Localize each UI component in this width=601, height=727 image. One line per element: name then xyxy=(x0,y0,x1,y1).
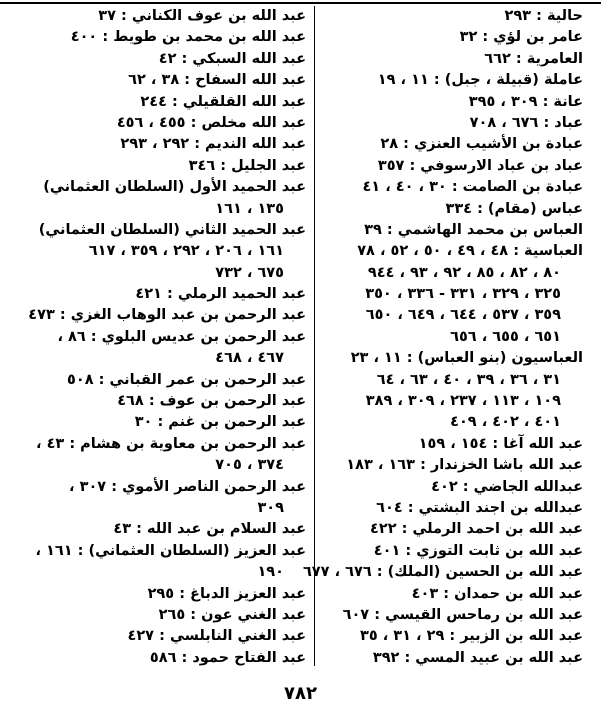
index-entry: عبد الجليل : ٣٤٦ xyxy=(188,157,306,174)
index-entry: عبد الرحمن بن غنم : ٣٠ xyxy=(134,414,306,431)
index-entry: ٣٧٤ ، ٧٠٥ xyxy=(215,457,284,474)
index-entry: عبد الله بن الزبير : ٢٩ ، ٣١ ، ٣٥ xyxy=(359,628,583,645)
index-entry: عبد الله بن ثابت التوزي : ٤٠١ xyxy=(373,542,583,559)
index-entry: ٣٢٥ ، ٣٢٩ ، ٣٣١ - ٣٣٦ ، ٣٥٠ xyxy=(365,286,561,303)
index-entry: العامرية : ٦٦٢ xyxy=(484,50,583,67)
index-entry: عبد الرحمن بن عوف : ٤٦٨ xyxy=(117,393,306,410)
left-index-column xyxy=(10,6,306,666)
index-entry: العباس بن محمد الهاشمي : ٣٩ xyxy=(364,221,583,238)
index-entry: عبد العزيز (السلطان العثماني) : ١٦١ ، xyxy=(35,542,306,559)
index-entry: ١٩٠ xyxy=(257,564,284,581)
index-entry: عبد الله بن حمدان : ٤٠٣ xyxy=(411,585,583,602)
index-entry: عبد الرحمن بن معاوية بن هشام : ٤٣ ، xyxy=(36,435,306,452)
index-entry: ١٣٥ ، ١٦١ xyxy=(215,200,284,217)
index-entry: ٤٦٧ ، ٤٦٨ xyxy=(215,350,284,367)
index-entry: عبد الله القلقيلي : ٢٤٤ xyxy=(140,93,306,110)
index-entry: عبد الرحمن بن عمر القباني : ٥٠٨ xyxy=(67,371,306,388)
index-entry: عانة : ٣٠٩ ، ٣٩٥ xyxy=(468,93,583,110)
index-entry: عباد بن عباد الارسوفي : ٣٥٧ xyxy=(377,157,583,174)
index-entry: عبد الله بن عبيد المسي : ٣٩٢ xyxy=(372,649,583,666)
right-index-column xyxy=(302,6,583,666)
index-entry: عبد الغني عون : ٢٦٥ xyxy=(158,606,306,623)
index-entry: عاملة (قبيلة ، جبل) : ١١ ، ١٩ xyxy=(377,72,583,89)
index-entry: عباد : ٦٧٦ ، ٧٠٨ xyxy=(469,114,583,131)
index-entry: عبدالله بن اجند البشتي : ٦٠٤ xyxy=(376,499,583,516)
index-entry: عبد الله آغا : ١٥٤ ، ١٥٩ xyxy=(418,435,583,452)
index-entry: عبد الله باشا الخزندار : ١٦٣ ، ١٨٣ xyxy=(346,457,583,474)
index-entry: عبد الرحمن بن عبد الوهاب الغزي : ٤٧٣ xyxy=(28,307,306,324)
index-entry: عبد الحميد الأول (السلطان العثماني) xyxy=(43,179,306,196)
index-entry: عبادة بن الصامت : ٣٠ ، ٤٠ ، ٤١ xyxy=(362,179,583,196)
index-entry: عبد الرحمن الناصر الأموي : ٣٠٧ ، xyxy=(69,478,306,495)
index-entry: عبدالله الجاضي : ٤٠٢ xyxy=(431,478,583,495)
index-entry: عبد الحميد الرملي : ٤٢١ xyxy=(135,286,306,303)
index-entry: العباسيون (بنو العباس) : ١١ ، ٢٣ xyxy=(350,350,583,367)
index-entry: عبد الله بن الحسين (الملك) : ٦٧٦ ، ٦٧٧ xyxy=(302,564,583,581)
index-entry: عبادة بن الأشيب العنزي : ٢٨ xyxy=(380,136,583,153)
index-entry: العباسية : ٤٨ ، ٤٩ ، ٥٠ ، ٥٢ ، ٧٨ xyxy=(357,243,583,260)
index-entry: ٣٠٩ xyxy=(257,499,284,516)
index-entry: ٣١ ، ٣٦ ، ٣٩ ، ٤٠ ، ٦٣ ، ٦٤ xyxy=(376,371,561,388)
index-entry: حالية : ٢٩٣ xyxy=(504,8,583,24)
index-entry: ٨٠ ، ٨٢ ، ٨٥ ، ٩٢ ، ٩٣ ، ٩٤٤ xyxy=(367,264,561,281)
index-entry: عبد الله بن عوف الكناني : ٣٧ xyxy=(98,8,306,24)
index-entry: ٣٥٩ ، ٥٣٧ ، ٦٤٤ ، ٦٤٩ ، ٦٥٠ xyxy=(365,307,561,324)
index-entry: ١٠٩ ، ١١٣ ، ٢٣٧ ، ٣٠٩ ، ٣٨٩ xyxy=(365,393,561,410)
index-entry: عبد الله السفاح : ٣٨ ، ٦٢ xyxy=(128,72,306,89)
page-number: ٧٨٢ xyxy=(284,683,317,704)
index-entry: عبد الله بن محمد بن طويط : ٤٠٠ xyxy=(70,29,306,46)
index-entry: عبد الفتاح حمود : ٥٨٦ xyxy=(149,649,306,666)
index-entry: عبد الله النديم : ٢٩٢ ، ٢٩٣ xyxy=(120,136,306,153)
index-entry: عبد الله بن احمد الرملي : ٤٢٢ xyxy=(370,521,583,538)
index-entry: عامر بن لؤي : ٣٢ xyxy=(459,29,583,46)
index-entry: عبد الله بن رماحس القيسي : ٦٠٧ xyxy=(342,606,583,623)
index-entry: ٤٠١ ، ٤٠٢ ، ٤٠٩ xyxy=(450,414,561,431)
index-entry: ٦٧٥ ، ٧٣٢ xyxy=(215,264,284,281)
index-entry: عبد الغني النابلسي : ٤٢٧ xyxy=(127,628,306,645)
index-entry: عبد الله السبكي : ٤٢ xyxy=(158,50,306,67)
index-entry: عبد الرحمن بن عديس البلوي : ٨٦ ، xyxy=(57,328,306,345)
index-entry: ٦٥١ ، ٦٥٥ ، ٦٥٦ xyxy=(450,328,561,345)
column-divider xyxy=(314,6,315,666)
top-border-line xyxy=(0,2,601,4)
index-entry: عبد الحميد الثاني (السلطان العثماني) xyxy=(38,221,306,238)
index-entry: عبد الله مخلص : ٤٥٥ ، ٤٥٦ xyxy=(116,114,306,131)
index-entry: عباس (مقام) : ٣٣٤ xyxy=(445,200,583,217)
index-entry: عبد السلام بن عبد الله : ٤٣ xyxy=(113,521,306,538)
index-entry: ١٦١ ، ٢٠٦ ، ٢٩٢ ، ٣٥٩ ، ٦١٧ xyxy=(88,243,284,260)
index-entry: عبد العزيز الدباغ : ٢٩٥ xyxy=(147,585,306,602)
